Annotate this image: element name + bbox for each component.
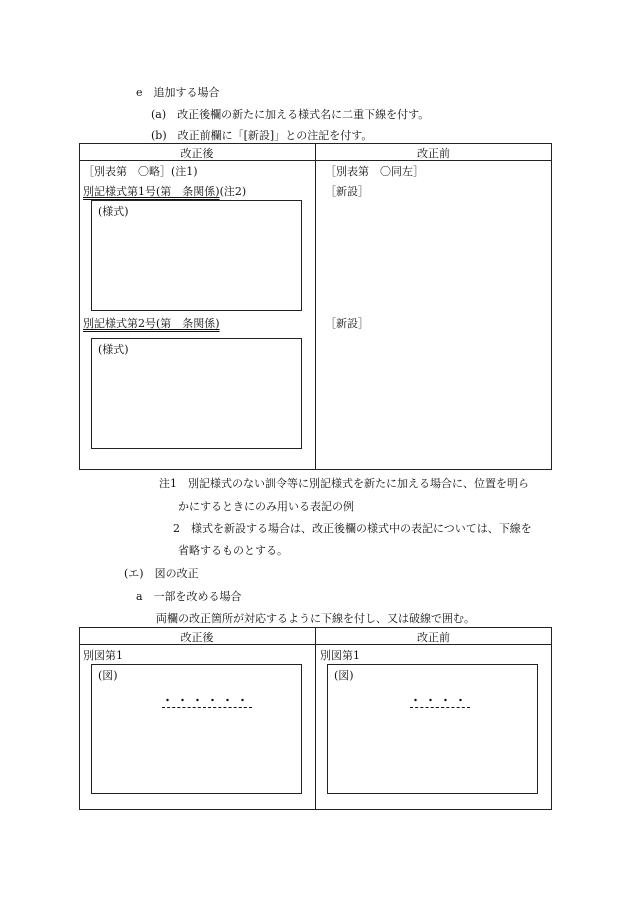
table2-header-before: 改正前 (417, 631, 450, 644)
note1-line1: 注1 別記様式のない訓令等に別記様式を新たに加える場合に、位置を明ら (159, 477, 529, 490)
after-figure-label: (図) (98, 669, 118, 682)
table1-after-form1 (83, 183, 246, 199)
note2-line1: 2 様式を新設する場合は、改正後欄の様式中の表記については、下線を (173, 522, 532, 535)
form1-note: (注2) (219, 185, 247, 198)
before-figure-label: (図) (334, 669, 354, 682)
table1-header-after: 改正後 (180, 147, 214, 160)
table1-before-new1: ［新設］ (325, 185, 369, 198)
table1-column-divider (315, 143, 316, 470)
table2-column-divider (315, 627, 316, 810)
form2-box-label: (様式) (98, 343, 129, 356)
table1-after-table-ref: ［別表第 〇略］(注1) (83, 165, 198, 178)
section-e-item-b: (b) 改正前欄に「[新設]」との注記を付す。 (151, 129, 373, 142)
form2-title: 別記様式第2号(第 条関係) (83, 317, 220, 330)
table2-before-fig-title: 別図第1 (320, 649, 360, 662)
section-e2-description: 両欄の改正箇所が対応するように下線を付し、又は破線で囲む。 (156, 612, 475, 625)
table2-header-after: 改正後 (180, 631, 214, 644)
table2-after-fig-title: 別図第1 (83, 649, 123, 662)
table1-before-table-ref: ［別表第 〇同左］ (325, 165, 424, 178)
after-figure-dots: ・・・・・・ (162, 694, 252, 707)
before-figure-dots: ・・・・ (410, 694, 470, 707)
form1-box-label: (様式) (98, 205, 129, 218)
table1-header-before: 改正前 (417, 147, 450, 160)
section-e2-sub-a: a 一部を改める場合 (136, 590, 242, 603)
after-figure-box (91, 664, 302, 794)
section-e2-heading: (エ) 図の改正 (124, 567, 199, 580)
form1-title: 別記様式第1号(第 条関係) (83, 185, 220, 198)
before-figure-box (327, 664, 538, 794)
table1-before-new2: ［新設］ (325, 317, 369, 330)
section-e-heading: e 追加する場合 (136, 86, 220, 99)
note2-line2: 省略するものとする。 (178, 544, 288, 557)
section-e-item-a: (a) 改正後欄の新たに加える様式名に二重下線を付す。 (151, 108, 430, 121)
note1-line2: かにするときにのみ用いる表記の例 (178, 500, 354, 513)
